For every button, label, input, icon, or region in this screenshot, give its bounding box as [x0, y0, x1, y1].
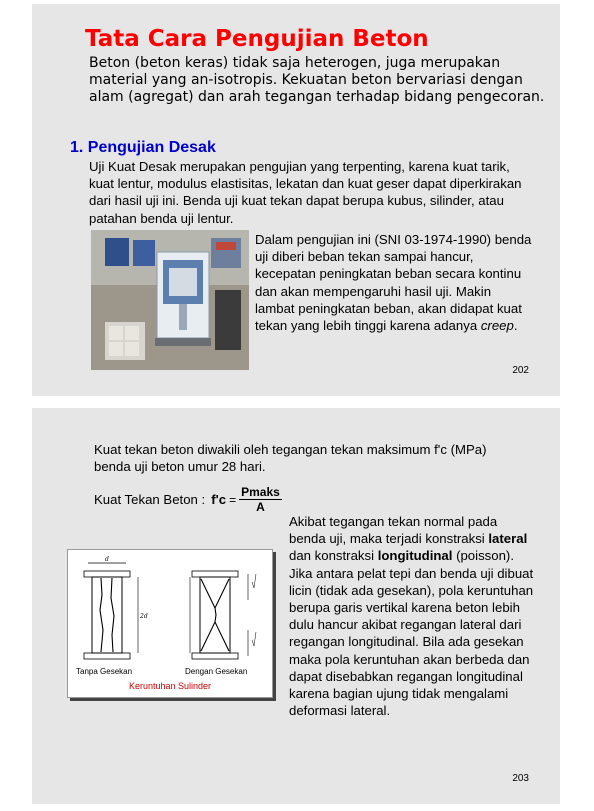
formula-denominator: A [256, 500, 265, 514]
compressive-strength-definition: Kuat tekan beton diwakili oleh tegangan tekan maksimum f'c (MPa) benda uji beton umur 28 hari. [94, 442, 487, 475]
poisson-explanation: Akibat tegangan tekan normal pada benda uji, maka terjadi konstraksi lateral dan konstraksi longitudinal (poisson). Jika antara pelat tepi dan benda uji dibuat licin (tidak ada gesekan), pola keruntuhan berupa garis vertikal karena beton lebih dulu hancur akibat regangan lateral dari regangan longitudinal. Bila ada gesekan maka pola keruntuhan akan berbeda dan dapat disebabkan regangan longitudinal karena bagian ujung tidak mengalami deformasi lateral. [289, 514, 534, 719]
dim-d-label: d [105, 556, 109, 563]
lateral-term: lateral [488, 531, 528, 547]
slide-202 [32, 4, 560, 396]
friction-explanation: Jika antara pelat tepi dan benda uji dibuat licin (tidak ada gesekan), pola keruntuhan berupa garis vertikal karena beton lebih dulu hancur akibat regangan lateral dari regangan longitudinal. Bila ada gesekan maka pola keruntuhan akan berbeda dan dapat disebabkan regangan longitudinal karena bagian ujung tidak mengalami deformasi lateral. [289, 565, 534, 719]
right-caption: Dengan Gesekan [185, 667, 248, 676]
formula-line: Kuat Tekan Beton : f'c = $\frac{\text{Pmaks}}{A}$ [94, 485, 280, 514]
creep-term: creep [480, 318, 514, 334]
page-number: 203 [512, 773, 529, 784]
intro-paragraph: Beton (beton keras) tidak saja heterogen, juga merupakan material yang an-isotropis. Kekuatan beton bervariasi dengan alam (agregat) dan arah tegangan terhadap bidang pengecoran. [89, 55, 545, 105]
slide-203 [32, 408, 560, 804]
compression-test-paragraph: Uji Kuat Desak merupakan pengujian yang terpenting, karena kuat tarik, kuat lentur, modulus elastisitas, lekatan dan kuat geser dapat diperkirakan dari hasil uji ini. Benda uji kuat tekan dapat berupa kubus, silinder, atau patahan benda uji lentur. [89, 159, 522, 226]
cylinder-failure-illustration [68, 550, 272, 680]
dim-2d-label: 2d [140, 613, 148, 620]
longitudinal-term: longitudinal [377, 548, 453, 564]
formula-fraction [239, 485, 282, 514]
testing-machine-photo [91, 230, 249, 370]
cylinder-failure-diagram [67, 549, 273, 698]
formula-numerator: Pmaks [241, 485, 280, 499]
slide-title: Tata Cara Pengujian Beton [85, 26, 429, 52]
test-procedure-paragraph: Dalam pengujian ini (SNI 03-1974-1990) benda uji diberi beban tekan sampai hancur, kecepatan peningkatan beban secara kontinu dan akan mempengaruhi hasil uji. Makin lambat peningkatan beban, akan didapat kuat tekan yang lebih tinggi karena adanya creep. [255, 232, 532, 334]
left-caption: Tanpa Gesekan [76, 667, 133, 676]
testing-machine-illustration [91, 230, 249, 370]
formula-label: Kuat Tekan Beton : [94, 492, 206, 507]
diagram-caption: Keruntuhan Sulinder [128, 681, 212, 691]
page-number: 202 [512, 365, 529, 376]
formula-lhs: f'c [211, 492, 227, 507]
section-title: 1. Pengujian Desak [70, 139, 216, 156]
